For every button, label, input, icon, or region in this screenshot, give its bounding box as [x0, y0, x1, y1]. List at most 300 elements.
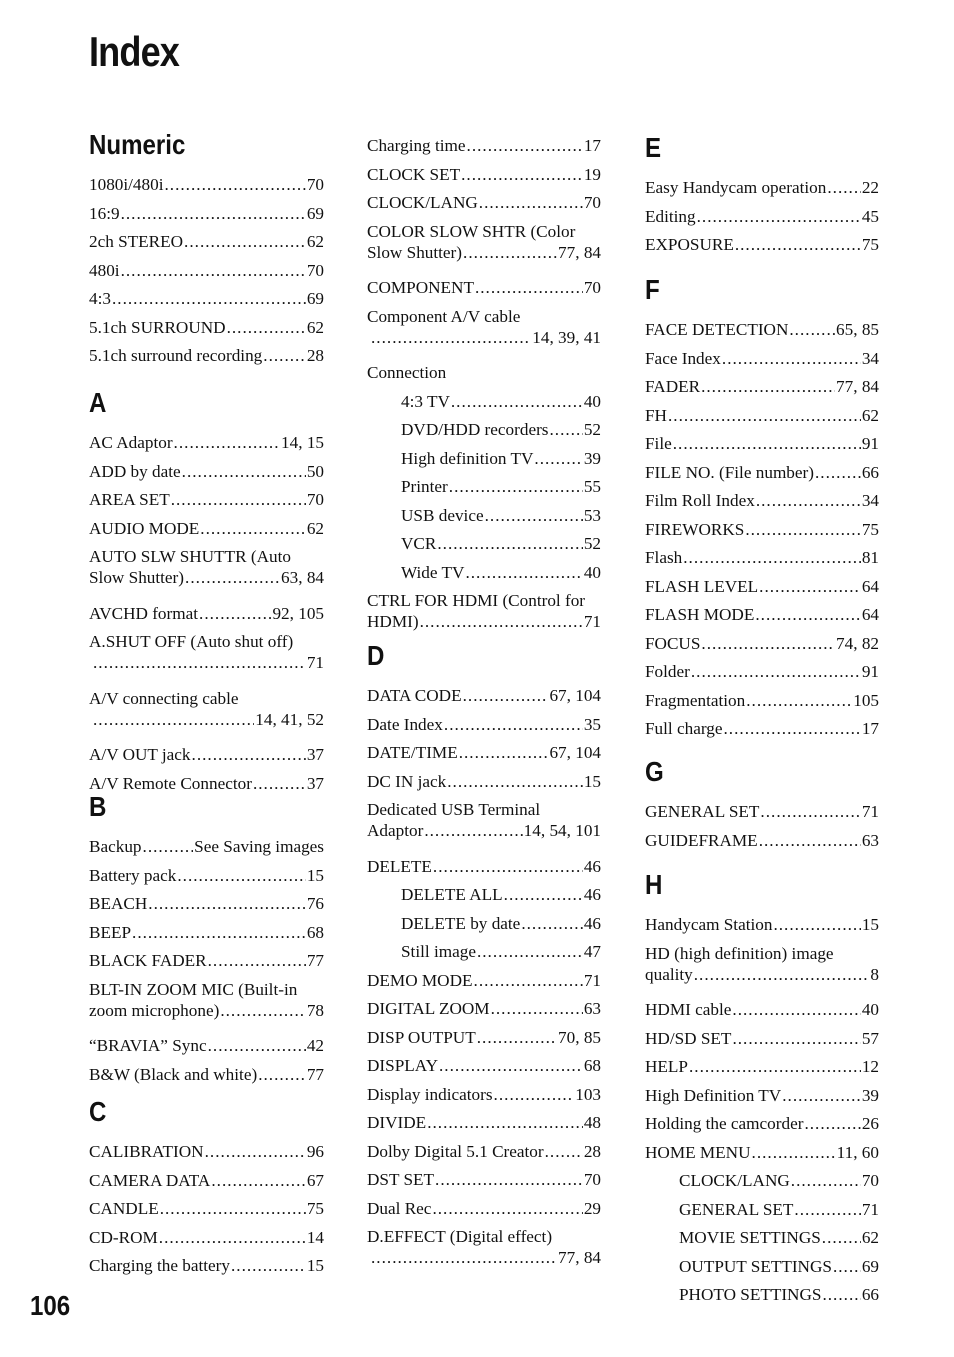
entry-term-line — [89, 688, 324, 709]
index-entry — [367, 1055, 601, 1076]
entry-line — [89, 1170, 324, 1191]
index-entry — [89, 603, 324, 624]
entry-term: Flash — [645, 548, 683, 567]
entry-pages: 17 — [861, 719, 879, 738]
dot-leader — [724, 718, 861, 739]
index-entry — [645, 943, 879, 985]
entry-pages: 68 — [306, 922, 324, 942]
entry-term: FH — [645, 405, 667, 425]
entry-pages: 15 — [861, 915, 879, 934]
entry-line — [367, 742, 601, 763]
index-entry — [89, 174, 324, 195]
entry-pages: 52 — [583, 420, 601, 439]
dot-leader — [220, 1000, 306, 1021]
entry-line — [679, 1227, 879, 1248]
index-entry — [367, 362, 601, 383]
index-entry — [367, 799, 601, 841]
entry-term-line — [367, 221, 601, 242]
index-subentry — [401, 448, 601, 469]
entry-pages: 62 — [306, 518, 324, 538]
entry-line — [89, 288, 324, 309]
dot-leader — [485, 505, 583, 526]
entry-term-line — [367, 1226, 601, 1247]
entry-term-cont: zoom microphone) — [89, 1000, 220, 1020]
entry-pages: 48 — [583, 1113, 601, 1132]
entry-pages: 69 — [306, 203, 324, 223]
entry-term: AVCHD format — [89, 603, 199, 623]
entry-term: Component A/V cable — [367, 306, 521, 326]
entry-term: VCR — [401, 534, 437, 553]
dot-leader — [93, 709, 254, 730]
entry-line — [645, 718, 879, 739]
index-letter-heading: A — [89, 387, 107, 418]
dot-leader — [143, 836, 194, 857]
index-subentry — [679, 1284, 879, 1305]
entry-line — [401, 448, 601, 469]
entry-pages: 70 — [583, 1170, 601, 1189]
entry-line — [89, 744, 324, 765]
index-entry — [89, 631, 324, 673]
entry-pages: 14, 54, 101 — [523, 821, 601, 840]
entry-term: High definition TV — [401, 448, 534, 468]
entry-term-cont: Slow Shutter) — [89, 568, 185, 587]
entry-pages: 14, 15 — [281, 433, 324, 452]
entry-term: Editing — [645, 206, 696, 226]
entry-line — [89, 836, 324, 857]
entry-pages: 14 — [306, 1227, 324, 1247]
entry-pages: 28 — [583, 1141, 601, 1161]
entry-term: OUTPUT SETTINGS — [679, 1256, 832, 1276]
entry-pages: 28 — [306, 346, 324, 365]
entry-pages: 15 — [306, 1256, 324, 1275]
entry-term: Folder — [645, 662, 690, 681]
index-entry — [367, 1141, 601, 1162]
entry-term: Fragmentation — [645, 690, 746, 710]
entry-line — [89, 1198, 324, 1219]
dot-leader — [148, 893, 306, 914]
entry-term: Charging time — [367, 136, 466, 155]
dot-leader — [184, 231, 306, 252]
entry-line — [645, 1142, 879, 1163]
entry-pages: 70 — [306, 490, 324, 509]
entry-pages: 19 — [583, 164, 601, 184]
dot-leader — [746, 690, 852, 711]
entry-term: Handycam Station — [645, 915, 773, 934]
dot-leader — [211, 1170, 305, 1191]
entry-pages: 91 — [861, 434, 879, 453]
entry-term: HELP — [645, 1057, 688, 1076]
entry-pages: 39 — [861, 1085, 879, 1105]
index-entry — [645, 801, 879, 822]
entry-pages: 42 — [306, 1036, 324, 1055]
entry-line — [89, 773, 324, 794]
entry-term: EXPOSURE — [645, 235, 734, 254]
entry-pages: 40 — [861, 1000, 879, 1019]
entry-pages: 78 — [306, 1000, 324, 1020]
entry-term: Full charge — [645, 719, 723, 738]
entry-term: DEMO MODE — [367, 970, 473, 990]
entry-term: Film Roll Index — [645, 491, 755, 510]
index-letter-heading: C — [89, 1096, 107, 1127]
entry-line — [367, 1027, 601, 1048]
index-entry — [89, 979, 324, 1021]
index-entry — [89, 345, 324, 366]
entry-line — [645, 1028, 879, 1049]
index-entry — [645, 1085, 879, 1106]
index-letter-heading: G — [645, 756, 664, 787]
entry-pages: 77 — [306, 1064, 324, 1084]
entry-pages: 77, 84 — [558, 242, 601, 262]
entry-term: HDMI cable — [645, 1000, 732, 1019]
dot-leader — [227, 317, 306, 338]
entry-line — [645, 1085, 879, 1106]
entry-line — [645, 348, 879, 369]
index-entry — [89, 1170, 324, 1191]
index-entry — [89, 1227, 324, 1248]
dot-leader — [93, 652, 306, 673]
entry-line — [89, 461, 324, 482]
index-entry — [645, 433, 879, 454]
entry-pages: See Saving images — [194, 837, 324, 856]
index-entry — [645, 177, 879, 198]
entry-term: FLASH MODE — [645, 605, 755, 624]
entry-pages: 77 — [306, 951, 324, 970]
index-entry — [89, 260, 324, 281]
entry-pages-line — [367, 1247, 601, 1268]
dot-leader — [205, 1141, 306, 1162]
entry-term-cont: Adaptor — [367, 821, 424, 840]
entry-term: 1080i/480i — [89, 175, 164, 194]
entry-pages: 40 — [583, 391, 601, 411]
index-entry — [89, 865, 324, 886]
dot-leader — [668, 405, 861, 426]
entry-pages: 71 — [583, 612, 601, 631]
dot-leader — [435, 1169, 583, 1190]
entry-pages: 63, 84 — [281, 568, 324, 587]
index-entry — [367, 856, 601, 877]
index-entry — [89, 893, 324, 914]
index-entry — [89, 1255, 324, 1276]
entry-pages: 77, 84 — [836, 377, 879, 396]
entry-line — [89, 865, 324, 886]
entry-term: COMPONENT — [367, 278, 474, 297]
entry-pages: 37 — [306, 745, 324, 764]
entry-term: Wide TV — [401, 562, 465, 582]
dot-leader — [815, 462, 861, 483]
dot-leader — [112, 288, 306, 309]
entry-pages: 62 — [306, 232, 324, 251]
entry-pages: 40 — [583, 562, 601, 582]
entry-term: 2ch STEREO — [89, 232, 184, 251]
entry-pages: 34 — [861, 348, 879, 368]
entry-pages: 69 — [861, 1256, 879, 1276]
dot-leader — [673, 433, 861, 454]
entry-line — [401, 562, 601, 583]
index-entry — [645, 1056, 879, 1077]
dot-leader — [794, 1199, 860, 1220]
dot-leader — [439, 1055, 583, 1076]
index-entry — [89, 688, 324, 730]
entry-pages: 45 — [861, 206, 879, 226]
entry-pages: 46 — [583, 913, 601, 933]
index-entry — [645, 576, 879, 597]
entry-term: Connection — [367, 363, 447, 382]
entry-line — [645, 234, 879, 255]
entry-term-cont: quality — [645, 964, 693, 984]
dot-leader — [449, 476, 583, 497]
entry-pages: 15 — [306, 865, 324, 885]
dot-leader — [752, 1142, 836, 1163]
entry-term: File — [645, 434, 672, 453]
entry-term: HD (high definition) image — [645, 943, 834, 963]
entry-pages: 37 — [306, 773, 324, 793]
entry-pages: 55 — [583, 477, 601, 496]
entry-term: CAMERA DATA — [89, 1170, 211, 1190]
entry-pages: 70, 85 — [558, 1027, 601, 1047]
index-subentry — [401, 505, 601, 526]
entry-term-line — [89, 979, 324, 1000]
entry-term: CLOCK SET — [367, 164, 461, 184]
entry-pages: 70 — [306, 175, 324, 194]
entry-term-cont: HDMI) — [367, 612, 419, 631]
entry-line — [89, 174, 324, 195]
index-subentry — [679, 1199, 879, 1220]
dot-leader — [745, 519, 860, 540]
entry-line — [645, 376, 879, 397]
dot-leader — [474, 970, 583, 991]
entry-term: AUDIO MODE — [89, 518, 200, 538]
index-entry — [89, 773, 324, 794]
index-entry — [645, 830, 879, 851]
entry-pages: 103 — [575, 1084, 601, 1104]
dot-leader — [231, 1255, 306, 1276]
entry-pages: 62 — [861, 405, 879, 425]
index-entry — [645, 1028, 879, 1049]
index-entry — [367, 1226, 601, 1268]
entry-pages: 71 — [861, 802, 879, 821]
entry-term: COLOR SLOW SHTR (Color — [367, 221, 576, 241]
entry-term: Battery pack — [89, 865, 177, 885]
dot-leader — [432, 1198, 582, 1219]
entry-line — [89, 260, 324, 281]
entry-line — [679, 1170, 879, 1191]
index-subentry — [401, 419, 601, 440]
entry-term: DST SET — [367, 1170, 435, 1189]
entry-pages: 70 — [861, 1171, 879, 1190]
entry-line — [367, 714, 601, 735]
entry-line — [645, 576, 879, 597]
index-subentry — [401, 562, 601, 583]
index-entry — [645, 604, 879, 625]
entry-term: CANDLE — [89, 1199, 159, 1218]
dot-leader — [461, 164, 583, 185]
entry-term-line — [367, 799, 601, 820]
index-letter-heading: H — [645, 869, 663, 900]
entry-pages: 22 — [861, 178, 879, 197]
entry-pages: 70 — [583, 278, 601, 297]
entry-term: FOCUS — [645, 633, 701, 653]
entry-line — [645, 433, 879, 454]
dot-leader — [208, 1035, 306, 1056]
entry-line — [367, 1055, 601, 1076]
dot-leader — [451, 391, 583, 412]
dot-leader — [822, 1284, 860, 1305]
dot-leader — [447, 771, 583, 792]
index-subentry — [401, 391, 601, 412]
entry-term: “BRAVIA” Sync — [89, 1036, 207, 1055]
entry-term: Still image — [401, 942, 476, 961]
entry-term: PHOTO SETTINGS — [679, 1285, 822, 1304]
entry-term: AC Adaptor — [89, 433, 173, 452]
entry-line — [401, 505, 601, 526]
entry-pages-line — [89, 652, 324, 673]
dot-leader — [463, 685, 549, 706]
entry-line — [367, 1084, 601, 1105]
index-entry — [645, 690, 879, 711]
index-entry — [367, 1112, 601, 1133]
index-entry — [645, 462, 879, 483]
entry-line — [367, 685, 601, 706]
dot-leader — [182, 461, 306, 482]
entry-line — [401, 476, 601, 497]
entry-pages: 76 — [306, 894, 324, 913]
index-subentry — [401, 913, 601, 934]
entry-pages: 14, 39, 41 — [532, 327, 601, 347]
index-entry — [89, 1198, 324, 1219]
index-entry — [645, 376, 879, 397]
entry-line — [89, 1035, 324, 1056]
dot-leader — [822, 1227, 861, 1248]
entry-line — [367, 970, 601, 991]
index-entry — [89, 518, 324, 539]
dot-leader — [760, 801, 860, 822]
index-entry — [645, 405, 879, 426]
entry-pages: 75 — [306, 1199, 324, 1218]
entry-line — [401, 913, 601, 934]
entry-line — [645, 690, 879, 711]
entry-pages: 67 — [306, 1170, 324, 1190]
entry-term: FLASH LEVEL — [645, 576, 759, 596]
dot-leader — [420, 611, 583, 632]
entry-term-line — [89, 546, 324, 567]
entry-pages: 81 — [861, 548, 879, 567]
dot-leader — [683, 547, 861, 568]
dot-leader — [477, 941, 583, 962]
entry-pages: 74, 82 — [836, 633, 879, 653]
entry-pages: 65, 85 — [836, 320, 879, 339]
index-entry — [645, 234, 879, 255]
dot-leader — [444, 714, 583, 735]
entry-pages: 53 — [583, 505, 601, 525]
entry-line — [645, 206, 879, 227]
dot-leader — [791, 1170, 861, 1191]
dot-leader — [479, 192, 583, 213]
entry-line — [367, 277, 601, 298]
entry-line — [645, 547, 879, 568]
entry-pages: 12 — [861, 1057, 879, 1076]
dot-leader — [534, 448, 582, 469]
entry-term: DC IN jack — [367, 771, 447, 791]
entry-term: GUIDEFRAME — [645, 830, 758, 850]
entry-term: FADER — [645, 377, 701, 396]
index-entry — [367, 192, 601, 213]
entry-term: 4:3 TV — [401, 391, 450, 411]
dot-leader — [467, 135, 583, 156]
entry-term: CD-ROM — [89, 1227, 158, 1247]
entry-term: HOME MENU — [645, 1142, 751, 1162]
entry-line — [89, 518, 324, 539]
dot-leader — [253, 773, 306, 794]
entry-pages: 26 — [861, 1114, 879, 1133]
index-subentry — [401, 941, 601, 962]
entry-pages: 64 — [861, 576, 879, 596]
dot-leader — [437, 533, 582, 554]
dot-leader — [689, 1056, 861, 1077]
index-entry — [645, 999, 879, 1020]
index-letter-heading: F — [645, 274, 660, 305]
entry-pages: 62 — [306, 317, 324, 337]
entry-line — [645, 830, 879, 851]
entry-line — [89, 231, 324, 252]
entry-pages: 67, 104 — [549, 686, 601, 705]
index-subentry — [401, 476, 601, 497]
entry-term: D.EFFECT (Digital effect) — [367, 1227, 553, 1246]
index-subentry — [679, 1227, 879, 1248]
dot-leader — [263, 345, 306, 366]
entry-line — [401, 419, 601, 440]
entry-line — [679, 1284, 879, 1305]
entry-line — [645, 1056, 879, 1077]
dot-leader — [789, 319, 835, 340]
index-entry — [645, 348, 879, 369]
entry-pages-line — [367, 242, 601, 263]
entry-term: DISPLAY — [367, 1056, 438, 1075]
index-letter-heading: B — [89, 791, 107, 822]
entry-term: 5.1ch surround recording — [89, 346, 263, 365]
entry-term: 480i — [89, 260, 120, 280]
entry-term: 16:9 — [89, 203, 120, 223]
entry-term: AREA SET — [89, 490, 170, 509]
dot-leader — [427, 1112, 583, 1133]
entry-pages: 17 — [583, 136, 601, 155]
entry-line — [645, 319, 879, 340]
entry-pages-line — [367, 327, 601, 348]
index-subentry — [401, 884, 601, 905]
entry-line — [367, 1112, 601, 1133]
index-entry — [645, 914, 879, 935]
dot-leader — [465, 562, 582, 583]
entry-pages: 57 — [861, 1028, 879, 1048]
entry-pages: 11, 60 — [836, 1142, 879, 1162]
dot-leader — [459, 742, 549, 763]
entry-line — [89, 893, 324, 914]
entry-line — [367, 164, 601, 185]
entry-pages: 91 — [861, 662, 879, 681]
dot-leader — [804, 1113, 860, 1134]
index-entry — [89, 922, 324, 943]
entry-pages: 71 — [306, 653, 324, 672]
dot-leader — [199, 603, 271, 624]
index-entry — [367, 306, 601, 348]
entry-pages: 105 — [853, 690, 879, 710]
entry-term: DATE/TIME — [367, 743, 458, 762]
dot-leader — [833, 1256, 861, 1277]
entry-pages: 52 — [583, 534, 601, 553]
index-entry — [89, 288, 324, 309]
entry-pages: 62 — [861, 1228, 879, 1247]
entry-term: DELETE by date — [401, 913, 521, 933]
entry-term: Face Index — [645, 348, 721, 368]
